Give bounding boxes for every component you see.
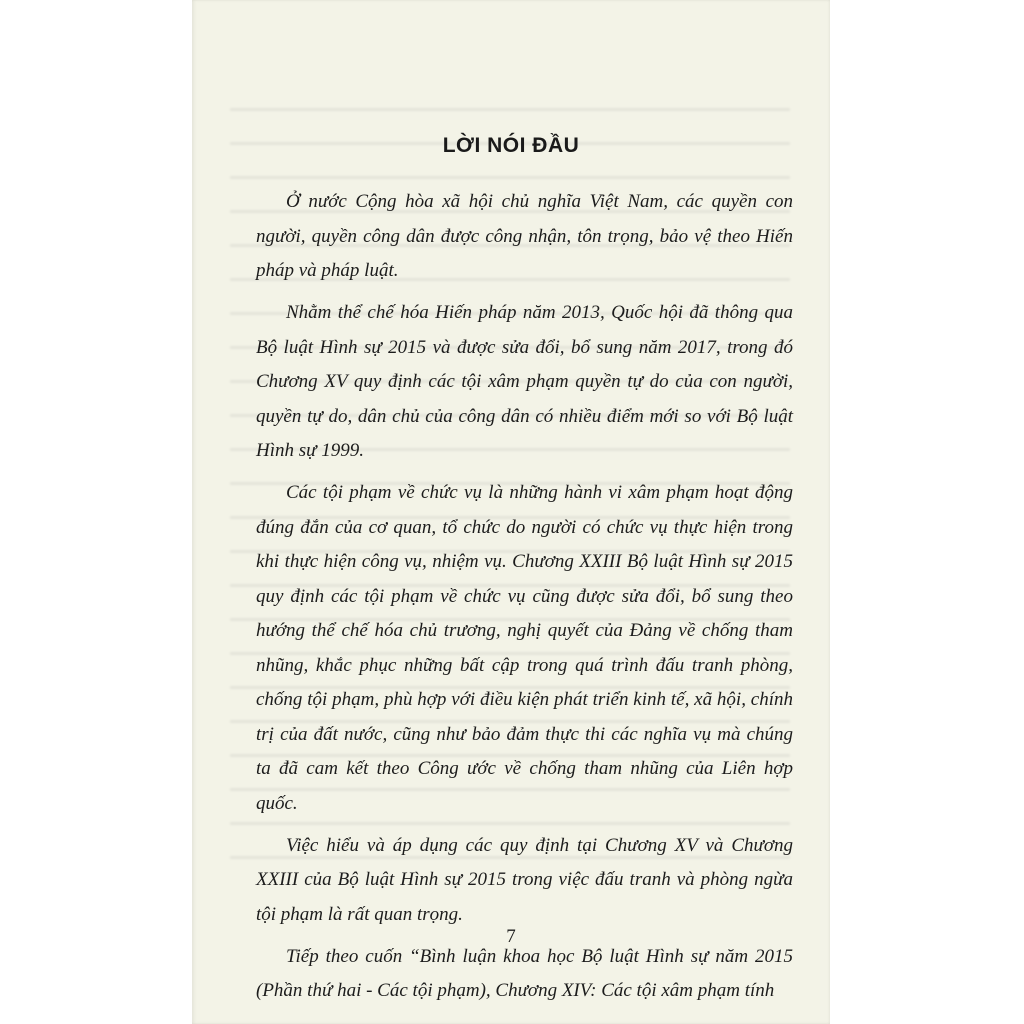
- paragraph-1: Ở nước Cộng hòa xã hội chủ nghĩa Việt Nam, các quyền con người, quyền công dân được công nhận, tôn trọng, bảo vệ theo Hiến pháp và pháp luật.: [256, 191, 793, 281]
- page-title: LỜI NÓI ĐẦU: [442, 134, 580, 157]
- page-number: 7: [506, 926, 516, 947]
- paragraph-3: Các tội phạm về chức vụ là những hành vi xâm phạm hoạt động đúng đắn của cơ quan, tổ chức do người có chức vụ thực hiện trong khi thực hiện công vụ, nhiệm vụ. Chương XXIII Bộ luật Hình sự 2015 quy định các tội phạm về chức vụ cũng được sửa đổi, bổ sung theo hướng thể chế hóa chủ trương, nghị quyết của Đảng về chống tham nhũng, khắc phục những bất cập trong quá trình đấu tranh phòng, chống tội phạm, phù hợp với điều kiện phát triển kinh tế, xã hội, chính trị của đất nước, cũng như bảo đảm thực thi các nghĩa vụ mà chúng ta đã cam kết theo Công ước về chống tham nhũng của Liên hợp quốc.: [256, 482, 793, 814]
- body-text: [256, 185, 793, 1016]
- paragraph-5: Tiếp theo cuốn “Bình luận khoa học Bộ luật Hình sự năm 2015 (Phần thứ hai - Các tội phạm), Chương XIV: Các tội xâm phạm tính: [256, 945, 793, 1001]
- paragraph-2: Nhằm thể chế hóa Hiến pháp năm 2013, Quốc hội đã thông qua Bộ luật Hình sự 2015 và được sửa đổi, bổ sung năm 2017, trong đó Chương XV quy định các tội xâm phạm quyền tự do của con người, quyền tự do, dân chủ của công dân có nhiều điểm mới so với Bộ luật Hình sự 1999.: [256, 302, 793, 461]
- paragraph-4: Việc hiểu và áp dụng các quy định tại Chương XV và Chương XXIII của Bộ luật Hình sự 2015 trong việc đấu tranh và phòng ngừa tội phạm là rất quan trọng.: [256, 834, 793, 925]
